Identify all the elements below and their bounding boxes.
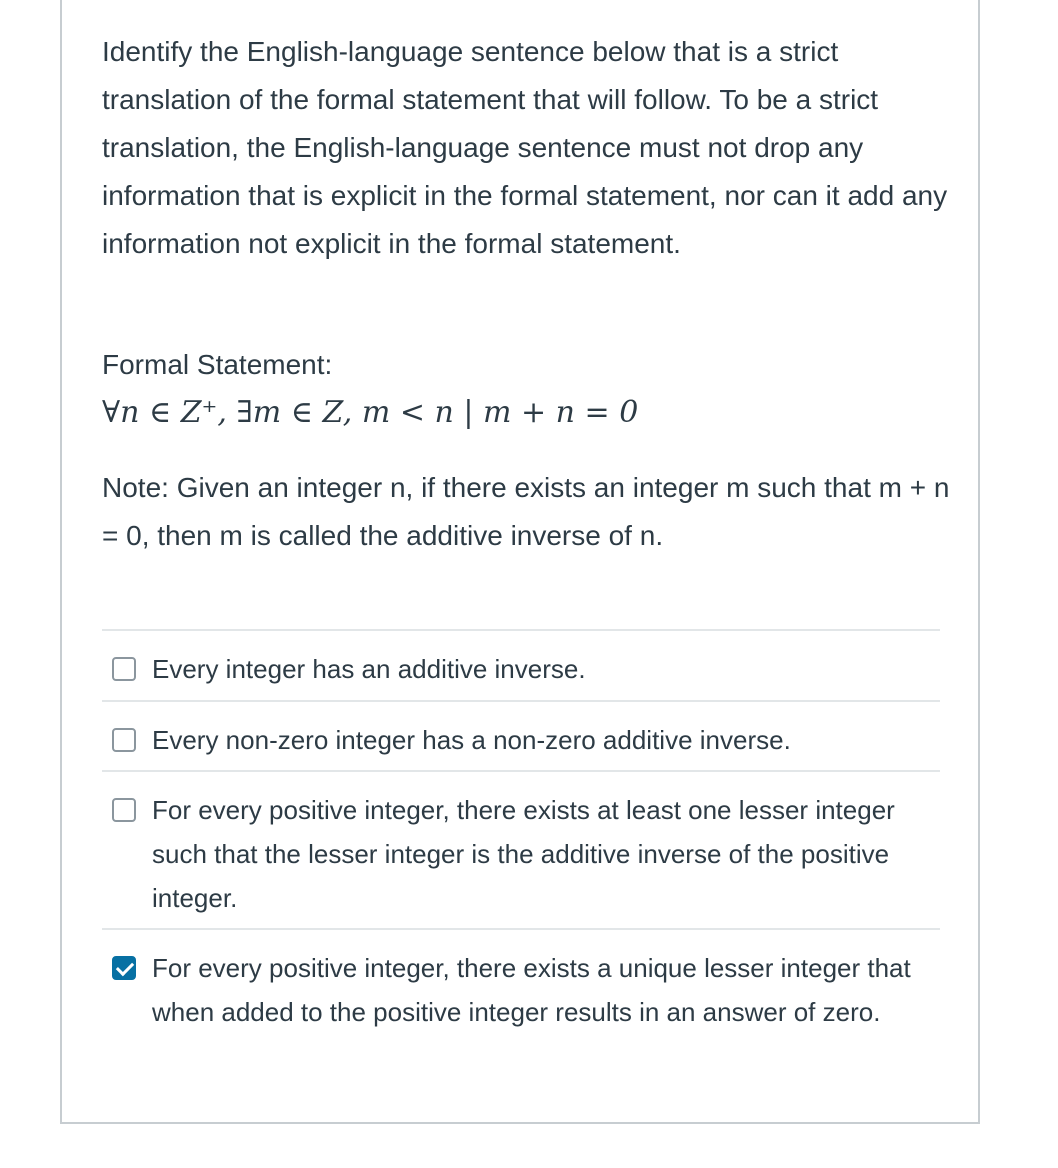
formal-statement-label: Formal Statement: [102, 349, 333, 380]
checkbox-unchecked-icon[interactable] [112, 798, 136, 822]
answer-option-1[interactable] [102, 631, 940, 702]
formal-statement: ∀n ∈ Z⁺, ∃m ∈ Z, m < n | m + n = 0 [102, 395, 639, 430]
checkbox-unchecked-icon[interactable] [112, 657, 136, 681]
answer-option-2[interactable] [102, 702, 940, 772]
answer-option-label: For every positive integer, there exists at least one lesser integer such that the lesser integer is the additive inverse of the positive integer. [152, 795, 895, 913]
checkbox-checked-icon[interactable] [112, 956, 136, 980]
checkbox-unchecked-icon[interactable] [112, 728, 136, 752]
answer-option-3[interactable] [102, 772, 940, 930]
answer-option-label: Every integer has an additive inverse. [152, 654, 586, 684]
note-text: Note: Given an integer n, if there exists an integer m such that m + n = 0, then m is called the additive inverse of n. [102, 472, 950, 551]
answer-options [102, 629, 940, 1080]
answer-option-4[interactable] [102, 930, 940, 1080]
question-prompt: Identify the English-language sentence below that is a strict translation of the formal statement that will follow. To be a strict translation, the English-language sentence must not drop any information that is explicit in the formal statement, nor can it add any information not explicit in the formal statement. [102, 36, 948, 259]
answer-option-label: Every non-zero integer has a non-zero additive inverse. [152, 725, 791, 755]
answer-option-label: For every positive integer, there exists a unique lesser integer that when added to the positive integer results in an answer of zero. [152, 953, 911, 1027]
